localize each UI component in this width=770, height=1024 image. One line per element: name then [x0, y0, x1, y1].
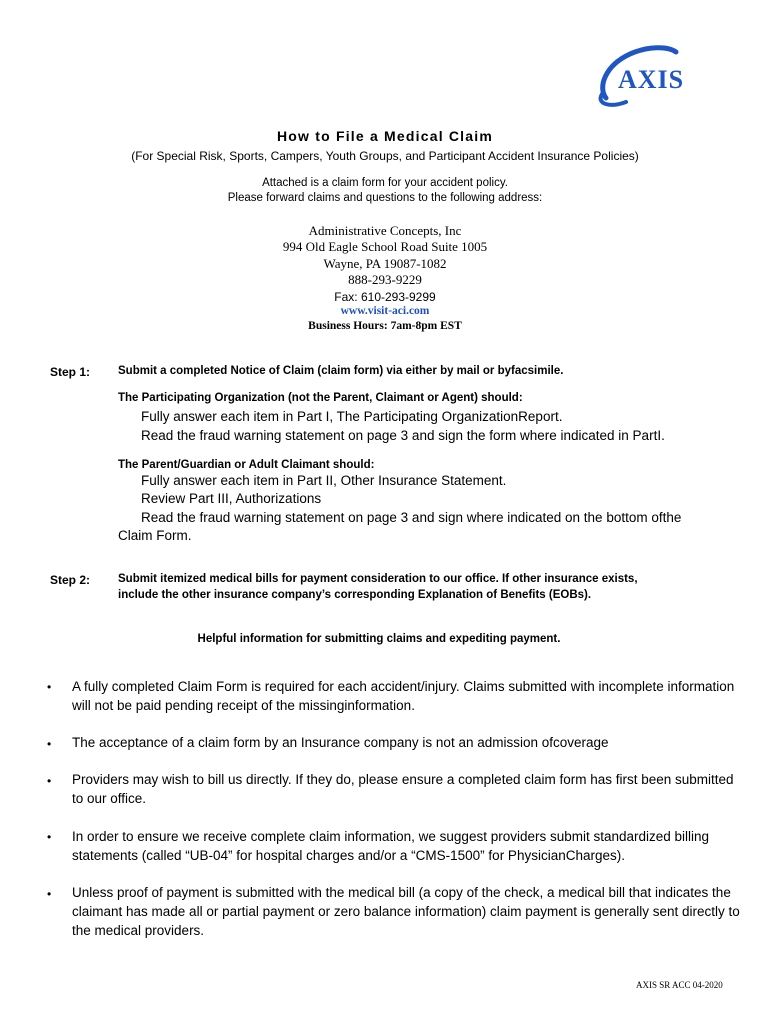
axis-logo	[596, 44, 688, 110]
step2-text: include the other insurance company’s corresponding Explanation of Benefits (EOBs).	[118, 589, 592, 601]
org-item: Fully answer each item in Part I, The Participating OrganizationReport.	[141, 409, 563, 424]
address-city: Wayne, PA 19087-1082	[323, 256, 447, 271]
bullet-icon: •	[47, 830, 52, 844]
step1-label: Step 1:	[50, 365, 91, 379]
bullet-icon: •	[47, 774, 52, 788]
list-item: Providers may wish to bill us directly. If they do, please ensure a completed claim form has first been submitted to our office.	[72, 772, 734, 806]
parent-item-cont: Claim Form.	[118, 528, 192, 543]
helpful-heading: Helpful information for submitting claims and expediting payment.	[197, 633, 561, 645]
intro-line: Attached is a claim form for your accident policy.	[262, 177, 508, 189]
website-link[interactable]: www.visit-aci.com	[340, 305, 430, 317]
parent-heading: The Parent/Guardian or Adult Claimant should:	[118, 459, 375, 471]
address-fax: Fax: 610-293-9299	[334, 290, 436, 304]
intro-line: Please forward claims and questions to the following address:	[227, 192, 543, 204]
form-code-footer: AXIS SR ACC 04-2020	[636, 980, 723, 990]
address-street: 994 Old Eagle School Road Suite 1005	[282, 239, 488, 254]
step2-label: Step 2:	[50, 573, 91, 587]
address-phone: 888-293-9229	[348, 272, 422, 287]
bullet-icon: •	[47, 737, 52, 751]
org-heading: The Participating Organization (not the Parent, Claimant or Agent) should:	[118, 392, 523, 404]
business-hours: Business Hours: 7am-8pm EST	[308, 320, 462, 332]
parent-item: Fully answer each item in Part II, Other Insurance Statement.	[141, 473, 507, 488]
address-company: Administrative Concepts, Inc	[308, 223, 462, 238]
step1-text: Submit a completed Notice of Claim (claim form) via either by mail or byfacsimile.	[118, 365, 564, 377]
page-title: How to File a Medical Claim	[277, 128, 493, 144]
logo-text: AXIS	[618, 65, 685, 94]
list-item: The acceptance of a claim form by an Insurance company is not an admission ofcoverage	[72, 735, 609, 750]
list-item: Unless proof of payment is submitted with the medical bill (a copy of the check, a medical bill that indicates the claimant has made all or partial payment or zero balance information) claim payment is generally sent directly to the medical providers.	[72, 885, 740, 938]
parent-item: Review Part III, Authorizations	[141, 491, 322, 506]
list-item: In order to ensure we receive complete claim information, we suggest providers submit standardized billing statements (called “UB-04” for hospital charges and/or a “CMS-1500” for PhysicianCharges).	[72, 829, 710, 863]
bullet-icon: •	[47, 887, 52, 901]
page-subtitle: (For Special Risk, Sports, Campers, Youth Groups, and Participant Accident Insurance Policies)	[131, 149, 639, 163]
bullet-icon: •	[47, 680, 52, 694]
org-item: Read the fraud warning statement on page 3 and sign the form where indicated in PartI.	[141, 428, 665, 443]
step2-text: Submit itemized medical bills for payment consideration to our office. If other insurance exists,	[118, 573, 638, 585]
list-item: A fully completed Claim Form is required for each accident/injury. Claims submitted with incomplete information will not be paid pending receipt of the missinginformation.	[72, 679, 735, 713]
parent-item: Read the fraud warning statement on page 3 and sign where indicated on the bottom ofthe	[141, 510, 682, 525]
